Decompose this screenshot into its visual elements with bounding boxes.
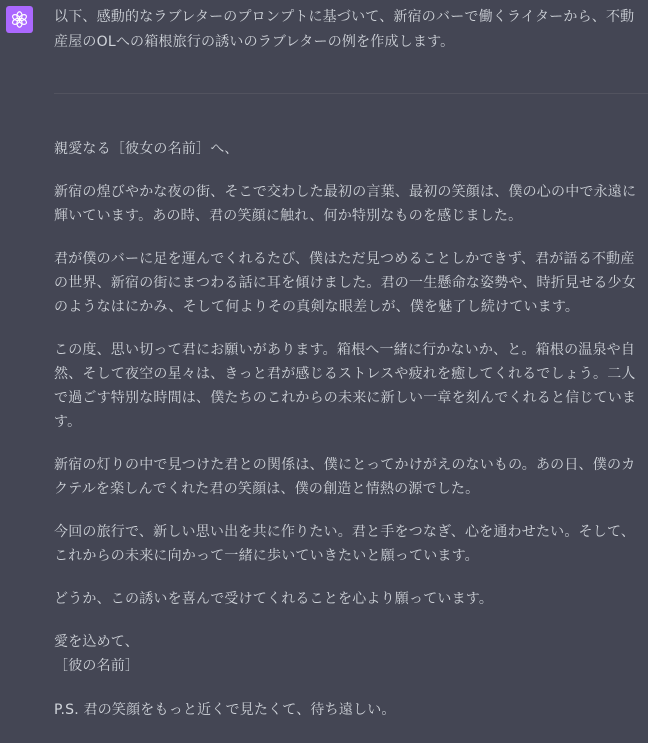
letter-closing: 愛を込めて、 bbox=[54, 634, 139, 650]
letter-paragraph: 新宿の灯りの中で見つけた君との関係は、僕にとってかけがえのないもの。あの日、僕のカクテルを楽しんでくれた君の笑顔は、僕の創造と情熱の源でした。 bbox=[54, 457, 636, 497]
intro-text: 以下、感動的なラブレターのプロンプトに基づいて、新宿のバーで働くライターから、不動産屋のOLへの箱根旅行の誘いのラブレターの例を作成します。 bbox=[54, 9, 635, 50]
letter-paragraph: 新宿の煌びやかな夜の街、そこで交わした最初の言葉、最初の笑顔は、僕の心の中で永遠に輝いています。あの時、君の笑顔に触れ、何か特別なものを感じました。 bbox=[54, 184, 637, 224]
divider bbox=[54, 93, 648, 94]
letter-greeting: 親愛なる［彼女の名前］へ、 bbox=[54, 141, 239, 157]
letter-paragraph: 今回の旅行で、新しい思い出を共に作りたい。君と手をつなぎ、心を通わせたい。そして、これからの未来に向かって一緒に歩いていきたいと願っています。 bbox=[54, 524, 636, 564]
letter-paragraph: 君が僕のバーに足を運んでくれるたび、僕はただ見つめることしかできず、君が語る不動産の世界、新宿の街にまつわる話に耳を傾けました。君の一生懸命な姿勢や、時折見せる少女のようなはにかみ、そして何よりその真剣な眼差しが、僕を魅了し続けています。 bbox=[54, 251, 636, 315]
letter-postscript: P.S. 君の笑顔をもっと近くで見たくて、待ち遠しい。 bbox=[54, 702, 396, 718]
letter-paragraph: この度、思い切って君にお願いがあります。箱根へ一緒に行かないか、と。箱根の温泉や自然、そして夜空の星々は、きっと君が感じるストレスや疲れを癒してくれるでしょう。二人で過ごす特別な時間は、僕たちのこれからの未来に新しい一章を刻んでくれると信じています。 bbox=[54, 342, 637, 430]
assistant-avatar bbox=[6, 6, 33, 33]
love-letter bbox=[54, 137, 642, 722]
letter-signature: ［彼の名前］ bbox=[54, 658, 140, 674]
openai-logo-icon bbox=[10, 10, 29, 29]
assistant-message bbox=[54, 0, 642, 741]
letter-paragraph: どうか、この誘いを喜んで受けてくれることを心より願っています。 bbox=[54, 591, 494, 607]
letter-closing-block bbox=[54, 630, 642, 678]
